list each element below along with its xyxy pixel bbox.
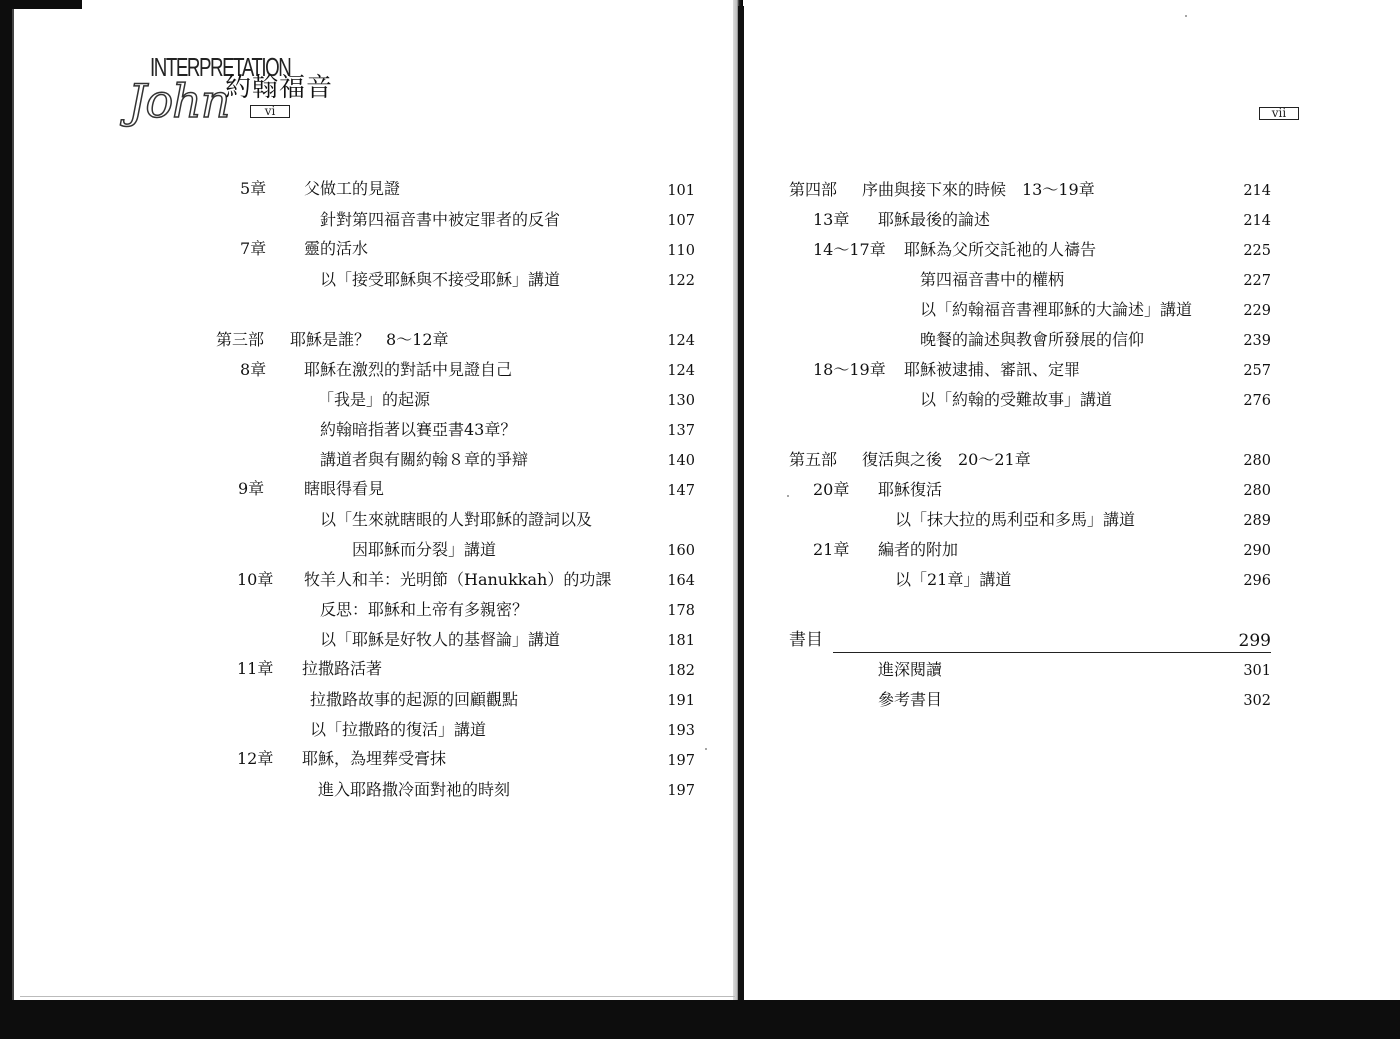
page-edge (12, 9, 14, 1001)
scan-border-bottom (0, 1000, 1400, 1039)
toc-entry-title: 父做工的見證 (304, 179, 401, 198)
toc-page-number: 101 (667, 183, 695, 199)
toc-entry-title: 以「拉撒路的復活」講道 (310, 720, 487, 739)
toc-page-number: 257 (1243, 363, 1271, 379)
toc-page-number: 227 (1243, 273, 1271, 289)
toc-page-number: 280 (1243, 483, 1271, 499)
logo-chinese-title: 約翰福音 (225, 73, 334, 103)
toc-entry-title: 以「接受耶穌與不接受耶穌」講道 (320, 270, 561, 289)
toc-entry-title: 因耶穌而分裂」講道 (352, 540, 497, 559)
toc-entry-title: 耶穌最後的論述 (878, 210, 991, 229)
toc-entry-title: 以「約翰的受難故事」講道 (920, 390, 1113, 409)
toc-chapter-label: 21章 (813, 540, 850, 559)
toc-page-number: 137 (667, 423, 695, 439)
toc-entry-title: 耶穌復活 (878, 480, 943, 499)
toc-entry-title: 靈的活水 (304, 239, 369, 258)
toc-page-number: 140 (667, 453, 695, 469)
toc-entry-title: 以「約翰福音書裡耶穌的大論述」講道 (920, 300, 1193, 319)
toc-page-number: 302 (1243, 693, 1271, 709)
toc-page-number: 197 (667, 783, 695, 799)
toc-page-number: 122 (667, 273, 695, 289)
toc-entry-title: 牧羊人和羊：光明節（Hanukkah）的功課 (304, 570, 612, 589)
toc-entry-title: 「我是」的起源 (318, 390, 431, 409)
toc-page-number: 296 (1243, 573, 1271, 589)
toc-chapter-label: 5章 (240, 179, 267, 198)
toc-chapter-label: 13章 (813, 210, 850, 229)
page-bottom-edge (20, 996, 735, 997)
toc-entry-title: 以「抹大拉的馬利亞和多馬」講道 (895, 510, 1136, 529)
scan-speck (1185, 15, 1187, 17)
toc-page-number: 229 (1243, 303, 1271, 319)
right-page-number: vii (1259, 107, 1299, 120)
toc-page-number: 107 (667, 213, 695, 229)
toc-entry-title: 反思：耶穌和上帝有多親密？ (320, 600, 529, 619)
series-logo (128, 52, 334, 132)
toc-bibliography-label: 書目 (789, 630, 823, 650)
toc-page-number: 147 (667, 483, 695, 499)
toc-entry-title: 以「耶穌是好牧人的基督論」講道 (320, 630, 561, 649)
toc-chapter-label: 8章 (240, 360, 267, 379)
toc-page-number: 124 (667, 363, 695, 379)
toc-entry-title: 針對第四福音書中被定罪者的反省 (320, 210, 561, 229)
toc-page-number: 239 (1243, 333, 1271, 349)
toc-part-label: 第三部 (216, 330, 265, 349)
toc-page-number: 181 (667, 633, 695, 649)
toc-page-number: 130 (667, 393, 695, 409)
toc-entry-title: 進深閱讀 (878, 660, 943, 679)
logo-interpretation: INTERPRETATION (150, 52, 291, 82)
toc-part-title: 復活與之後 20～21章 (862, 450, 1031, 469)
toc-page-number: 214 (1243, 213, 1271, 229)
toc-page-number: 178 (667, 603, 695, 619)
toc-entry-title: 拉撒路活著 (302, 659, 383, 678)
scan-border-top (0, 0, 82, 9)
toc-entry-title: 耶穌被逮捕、審訊、定罪 (904, 360, 1081, 379)
toc-entry-title: 耶穌在激烈的對話中見證自己 (304, 360, 513, 379)
toc-chapter-label: 11章 (237, 659, 274, 678)
toc-page-number: 289 (1243, 513, 1271, 529)
scan-speck (705, 748, 707, 750)
scan-border-left (0, 0, 12, 1000)
toc-entry-title: 參考書目 (878, 690, 943, 709)
toc-page-number: 299 (1238, 631, 1271, 651)
bibliography-rule (833, 652, 1271, 653)
toc-entry-title: 第四福音書中的權柄 (920, 270, 1065, 289)
toc-chapter-label: 20章 (813, 480, 850, 499)
toc-chapter-label: 14～17章 (813, 240, 886, 259)
toc-part-label: 第五部 (789, 450, 838, 469)
toc-entry-title: 耶穌，為埋葬受膏抹 (302, 749, 447, 768)
toc-entry-title: 晚餐的論述與教會所發展的信仰 (920, 330, 1145, 349)
toc-page-number: 276 (1243, 393, 1271, 409)
toc-page-number: 191 (667, 693, 695, 709)
left-page-number: vi (250, 105, 290, 118)
toc-page-number: 301 (1243, 663, 1271, 679)
toc-page-number: 160 (667, 543, 695, 559)
toc-page-number: 197 (667, 753, 695, 769)
toc-entry-title: 編者的附加 (878, 540, 959, 559)
toc-entry-title: 以「生來就瞎眼的人對耶穌的證詞以及 (320, 510, 593, 529)
toc-entry-title: 耶穌為父所交託祂的人禱告 (904, 240, 1097, 259)
toc-entry-title: 講道者與有關約翰８章的爭辯 (320, 450, 529, 469)
toc-page-number: 214 (1243, 183, 1271, 199)
toc-part-title: 耶穌是誰？ 8～12章 (290, 330, 449, 349)
logo-john: John (128, 74, 230, 128)
toc-page-number: 164 (667, 573, 695, 589)
toc-chapter-label: 9章 (238, 479, 265, 498)
toc-page-number: 290 (1243, 543, 1271, 559)
toc-part-title: 序曲與接下來的時候 13～19章 (862, 180, 1095, 199)
scan-speck (787, 495, 789, 497)
toc-page-number: 193 (667, 723, 695, 739)
toc-part-label: 第四部 (789, 180, 838, 199)
toc-entry-title: 進入耶路撒冷面對祂的時刻 (318, 780, 511, 799)
toc-page-number: 124 (667, 333, 695, 349)
book-spine-shadow (738, 6, 744, 1000)
toc-page-number: 280 (1243, 453, 1271, 469)
toc-entry-title: 以「21章」講道 (895, 570, 1012, 589)
toc-chapter-label: 10章 (237, 570, 274, 589)
toc-chapter-label: 7章 (240, 239, 267, 258)
toc-entry-title: 拉撒路故事的起源的回顧觀點 (310, 690, 519, 709)
toc-page-number: 225 (1243, 243, 1271, 259)
toc-page-number: 110 (667, 243, 695, 259)
toc-entry-title: 約翰暗指著以賽亞書43章？ (320, 420, 517, 439)
toc-chapter-label: 18～19章 (813, 360, 886, 379)
toc-entry-title: 瞎眼得看見 (304, 479, 385, 498)
toc-chapter-label: 12章 (237, 749, 274, 768)
toc-page-number: 182 (667, 663, 695, 679)
